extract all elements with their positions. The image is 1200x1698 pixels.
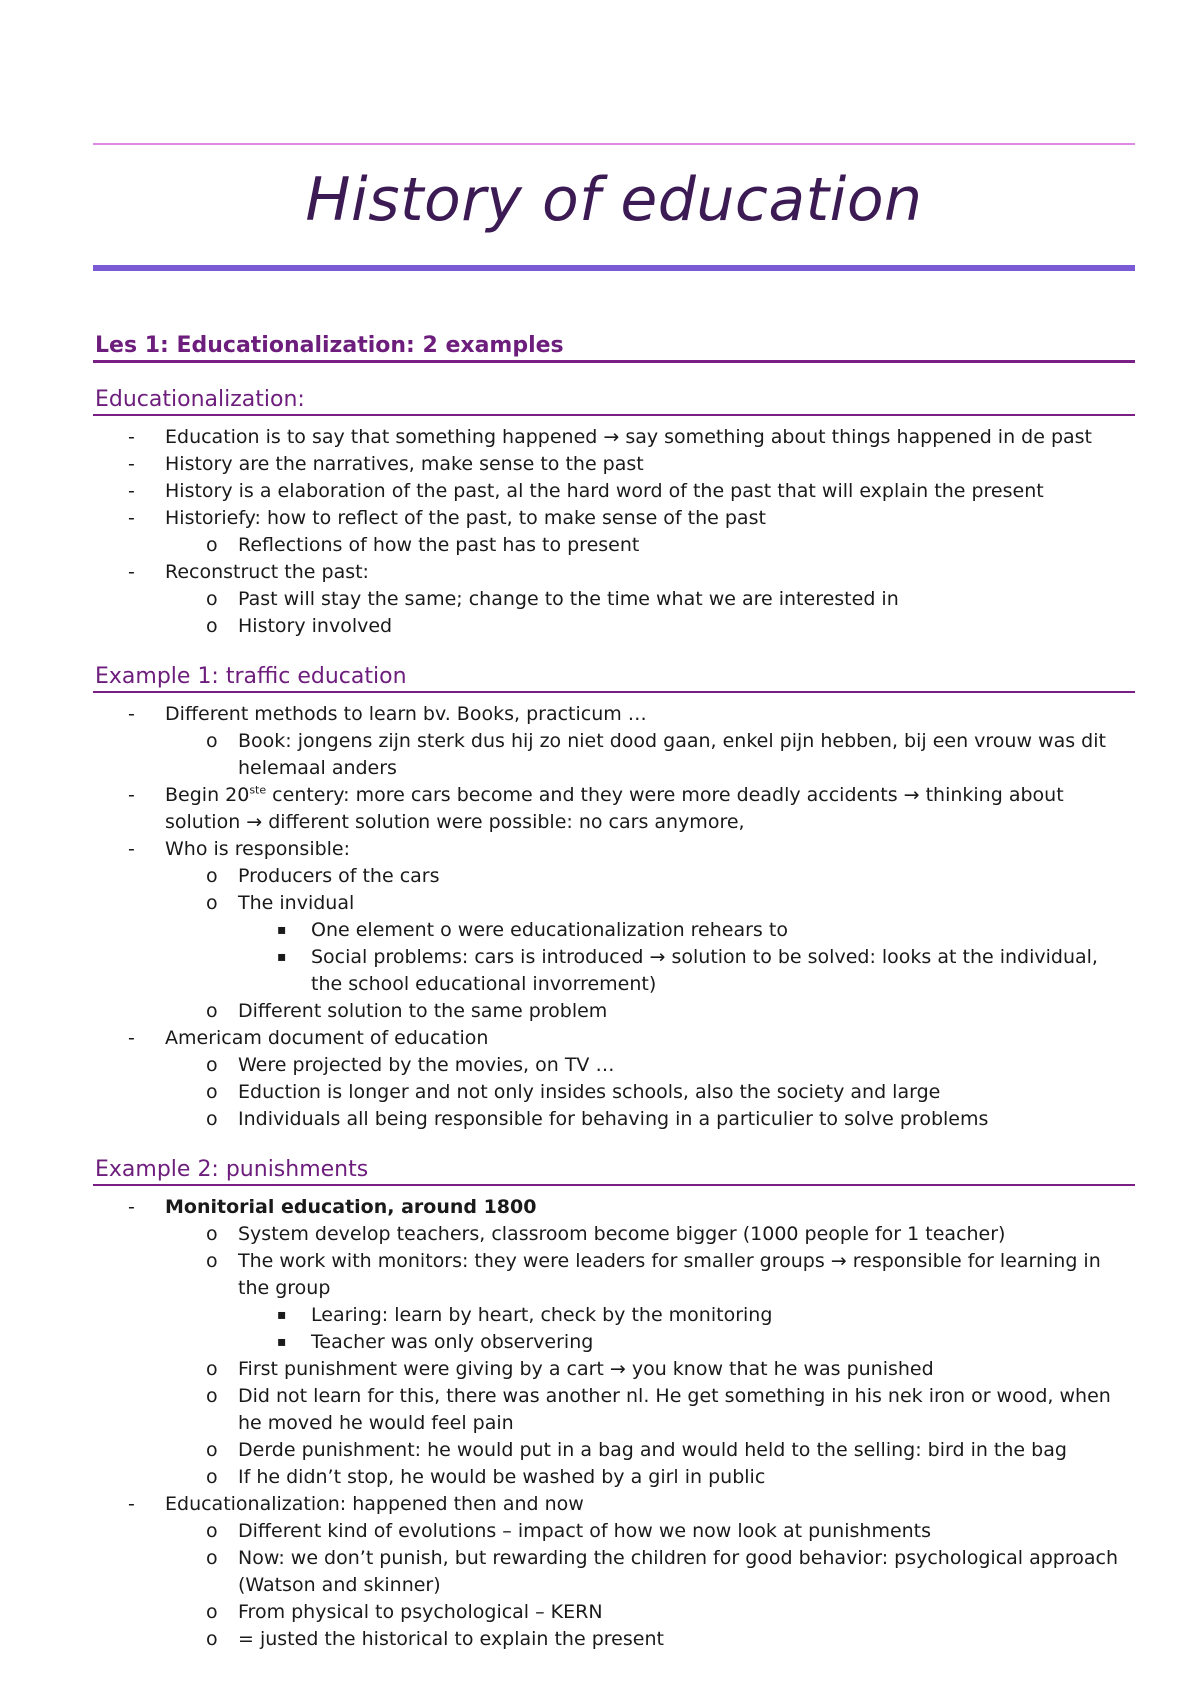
sub-list-item: o Producers of the cars: [93, 863, 1135, 890]
sub-list-item: o System develop teachers, classroom become bigger (1000 people for 1 teacher): [93, 1221, 1135, 1248]
list-item: [93, 701, 1135, 782]
list-item-text: Monitorial education, around 1800: [165, 1196, 537, 1218]
sub-list-item: o Past will stay the same; change to the time what we are interested in: [93, 586, 1135, 613]
list-item-text: Begin 20: [165, 784, 250, 806]
list-item: - Education is to say that something happened → say something about things happened in de past: [93, 424, 1135, 451]
list-item: - History is a elaboration of the past, al the hard word of the past that will explain the present: [93, 478, 1135, 505]
sub-list: [165, 863, 1135, 1025]
sub-list-item: o Derde punishment: he would put in a bag and would held to the selling: bird in the bag: [93, 1437, 1135, 1464]
sub-sub-list-item: ▪ Learing: learn by heart, check by the monitoring: [93, 1302, 1135, 1329]
list-item-text: Americam document of education: [165, 1027, 489, 1049]
list-item: [93, 782, 1135, 836]
sub-list-item: o Did not learn for this, there was another nl. He get something in his nek iron or wood, when he moved he would feel pain: [93, 1383, 1135, 1437]
sub-list-item: o Were projected by the movies, on TV …: [93, 1052, 1135, 1079]
lesson-heading: Les 1: Educationalization: 2 examples: [93, 330, 1135, 363]
document-body: [93, 330, 1135, 1653]
list-item: [93, 836, 1135, 1025]
sub-list-item: o Different solution to the same problem: [93, 998, 1135, 1025]
sub-list-item: o History involved: [93, 613, 1135, 640]
sub-list: [165, 1221, 1135, 1491]
list-item: [93, 1491, 1135, 1653]
sub-list: [165, 532, 1135, 559]
list-item-text: Who is responsible:: [165, 838, 351, 860]
sub-list-item: o If he didn’t stop, he would be washed by a girl in public: [93, 1464, 1135, 1491]
sub-list-item: o Book: jongens zijn sterk dus hij zo niet dood gaan, enkel pijn hebben, bij een vrouw was dit helemaal anders: [93, 728, 1135, 782]
title-divider: [93, 265, 1135, 271]
sub-list-item: [93, 890, 1135, 998]
sub-list-item: o First punishment were giving by a cart → you know that he was punished: [93, 1356, 1135, 1383]
sub-list: [165, 1052, 1135, 1133]
sub-list: [165, 1518, 1135, 1653]
sub-list: [165, 586, 1135, 640]
list-item: [93, 1194, 1135, 1491]
sub-sub-list-item: ▪ One element o were educationalization rehears to: [93, 917, 1135, 944]
sub-list-item-text: The work with monitors: they were leaders for smaller groups → responsible for learning in the group: [238, 1250, 1101, 1299]
list-item: [93, 1025, 1135, 1133]
sub-list-item: o Individuals all being responsible for behaving in a particulier to solve problems: [93, 1106, 1135, 1133]
sub-sub-list: [238, 917, 1135, 998]
sub-sub-list-item: ▪ Teacher was only observering: [93, 1329, 1135, 1356]
top-divider: [93, 143, 1135, 145]
sub-list-item: o = justed the historical to explain the present: [93, 1626, 1135, 1653]
list-item-text: Educationalization: happened then and now: [165, 1493, 584, 1515]
list-item-text: Different methods to learn bv. Books, practicum …: [165, 703, 647, 725]
bullet-list: [93, 701, 1135, 1133]
list-item-text: centery: more cars become and they were more deadly accidents → thinking about solution → different solution were possible: no cars anymore,: [165, 784, 1064, 833]
list-item: [93, 559, 1135, 640]
sub-list-item: o Different kind of evolutions – impact of how we now look at punishments: [93, 1518, 1135, 1545]
sub-list-item-text: The invidual: [238, 892, 355, 914]
sub-list-item: o Eduction is longer and not only insides schools, also the society and large: [93, 1079, 1135, 1106]
sub-sub-list: [238, 1302, 1135, 1356]
sub-sub-list-item: ▪ Social problems: cars is introduced → solution to be solved: looks at the individual, the school educational invorrement): [93, 944, 1135, 998]
section-heading: Example 1: traffic education: [93, 662, 1135, 693]
list-item: - History are the narratives, make sense to the past: [93, 451, 1135, 478]
document-title: History of education: [305, 165, 923, 235]
bullet-list: [93, 424, 1135, 640]
list-item: [93, 505, 1135, 559]
section-heading: Educationalization:: [93, 385, 1135, 416]
list-item-text: Historiefy: how to reflect of the past, to make sense of the past: [165, 507, 766, 529]
list-item-text: Reconstruct the past:: [165, 561, 369, 583]
sub-list-item: o From physical to psychological – KERN: [93, 1599, 1135, 1626]
section-heading: Example 2: punishments: [93, 1155, 1135, 1186]
sub-list-item: [93, 1248, 1135, 1356]
sub-list: [165, 728, 1135, 782]
sub-list-item: o Reflections of how the past has to present: [93, 532, 1135, 559]
sub-list-item: o Now: we don’t punish, but rewarding the children for good behavior: psychological approach (Watson and skinner): [93, 1545, 1135, 1599]
bullet-list: [93, 1194, 1135, 1653]
superscript: ste: [249, 783, 267, 797]
